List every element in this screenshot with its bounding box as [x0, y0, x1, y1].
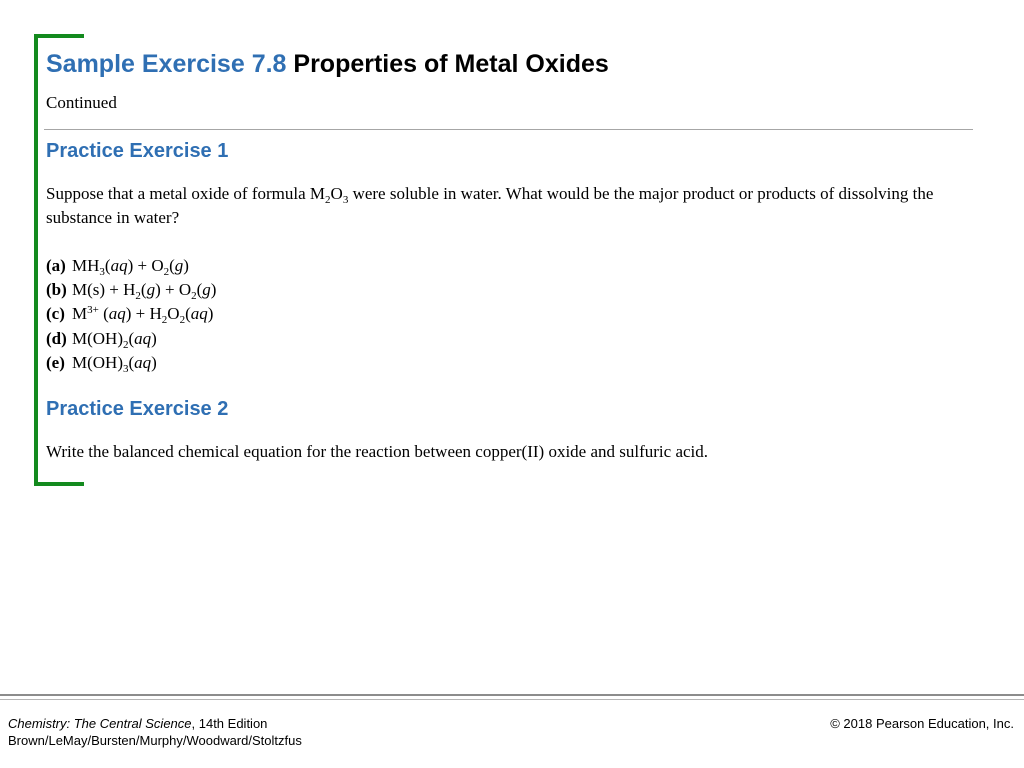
subtitle: Continued — [46, 93, 117, 112]
slide-title — [46, 50, 609, 79]
choice-d: (d) $M(OH)_2(aq)$ — [46, 328, 157, 351]
practice-exercise-2-question: Write the balanced chemical equation for the reaction between copper(II) oxide and sulfuric acid. — [46, 442, 709, 461]
practice-exercise-1-heading: Practice Exercise 1 — [46, 140, 229, 162]
choice-b: (b) $M(s) + H_2(g) + O_2(g)$ — [46, 280, 217, 303]
choice-a: (a) $MH_3(aq) + O_2(g)$ — [46, 256, 189, 278]
exercise-number: Sample Exercise 7.8 — [46, 50, 287, 78]
copyright: © 2018 Pearson Education, Inc. — [830, 716, 1014, 731]
book-title: Chemistry: The Central Science — [8, 716, 192, 731]
bracket-top — [34, 34, 84, 38]
footer-divider — [0, 694, 1024, 696]
edition: , 14th Edition — [191, 716, 268, 731]
choice-c: (c) $M^{3+}$ $(aq) + H_2O_2(aq)$ — [46, 304, 214, 327]
answer-choices — [46, 254, 216, 375]
divider — [44, 129, 973, 130]
choice-e: (e) $M(OH)_3(aq)$ — [46, 352, 157, 375]
practice-exercise-1-question: Suppose that a metal oxide of formula $M_2O_3$ were soluble in water. What would be the major product or products of dissolving the substance in water? — [46, 184, 934, 227]
footer-divider-thin — [0, 699, 1024, 700]
authors: Brown/LeMay/Bursten/Murphy/Woodward/Stoltzfus — [8, 733, 302, 748]
exercise-topic: Properties of Metal Oxides — [293, 50, 609, 78]
bracket-bottom — [34, 482, 84, 486]
bracket-left — [34, 34, 38, 486]
practice-exercise-2-heading: Practice Exercise 2 — [46, 398, 229, 420]
footer-credits — [8, 715, 302, 749]
